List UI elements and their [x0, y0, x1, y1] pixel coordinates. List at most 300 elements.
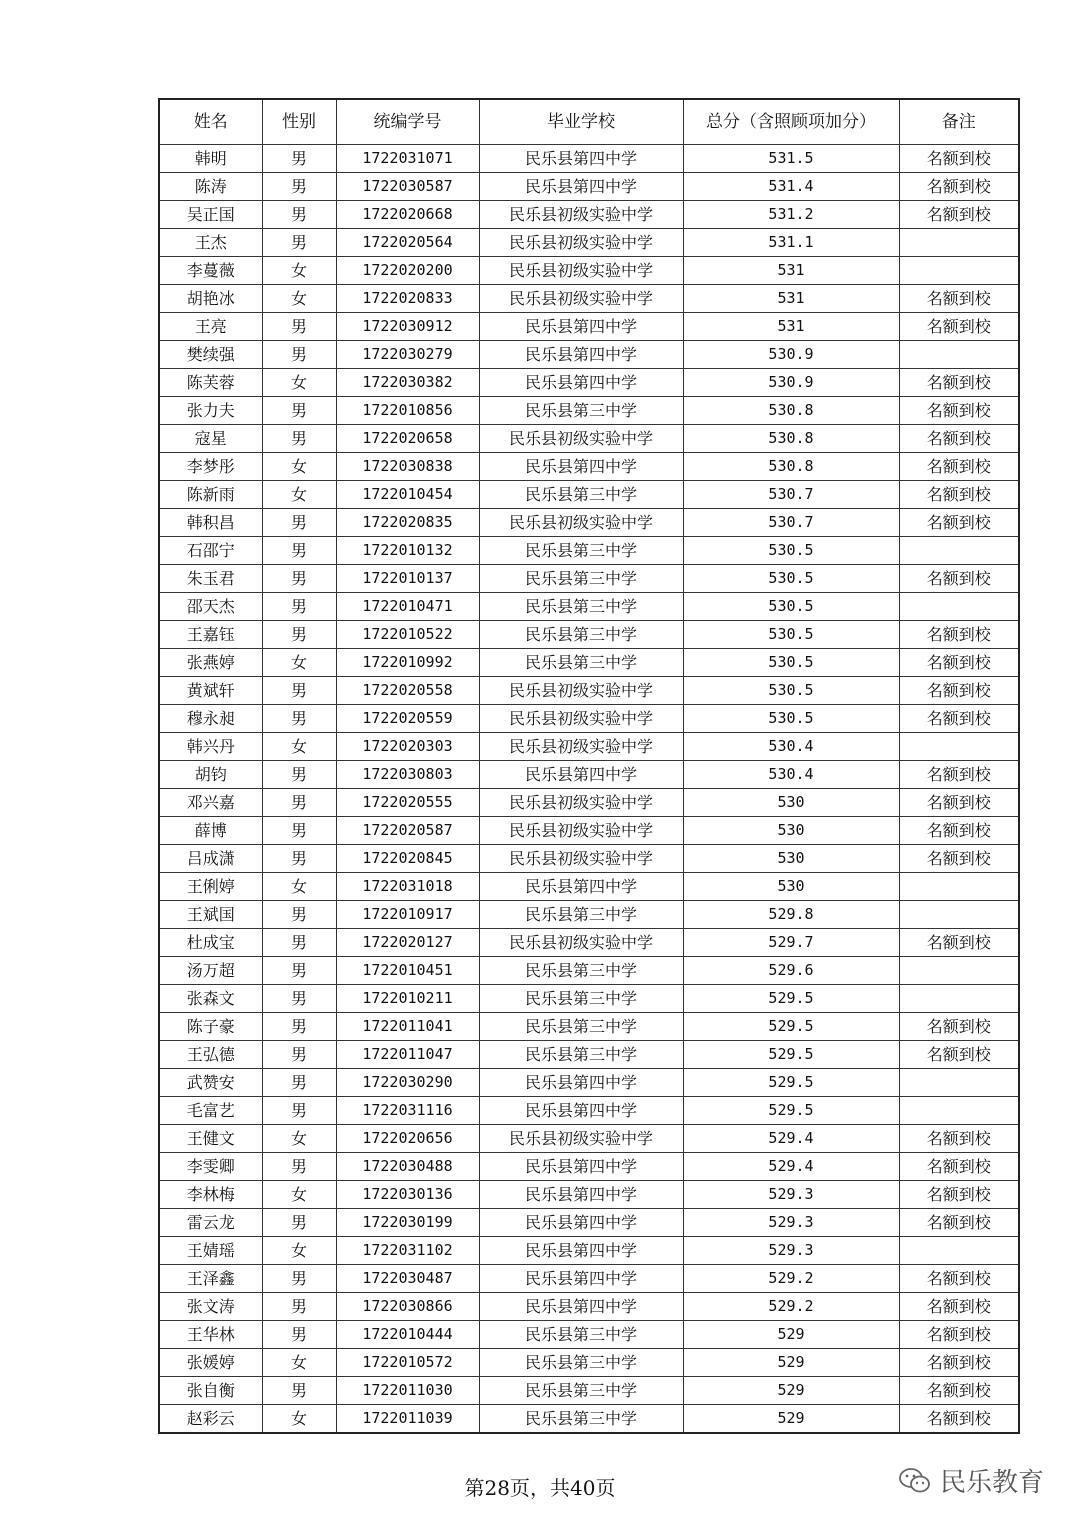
- table-row: [159, 761, 1019, 789]
- remark-cell: 名额到校: [899, 453, 1019, 481]
- remark-cell: [899, 537, 1019, 565]
- school-cell: 民乐县第四中学: [479, 1265, 683, 1293]
- table-row: [159, 1153, 1019, 1181]
- table-row: [159, 173, 1019, 201]
- student-id-cell: 1722020658: [336, 425, 479, 453]
- score-cell: 529.3: [683, 1237, 899, 1265]
- student-id-cell: 1722030912: [336, 313, 479, 341]
- table-row: [159, 1097, 1019, 1125]
- score-cell: 529.5: [683, 1069, 899, 1097]
- student-id-cell: 1722030279: [336, 341, 479, 369]
- score-table: [158, 98, 1020, 1434]
- score-cell: 531.1: [683, 229, 899, 257]
- student-id-cell: 1722030838: [336, 453, 479, 481]
- school-cell: 民乐县初级实验中学: [479, 733, 683, 761]
- table-row: [159, 509, 1019, 537]
- gender-cell: 男: [262, 1013, 336, 1041]
- gender-cell: 女: [262, 1125, 336, 1153]
- name-cell: 王杰: [159, 229, 262, 257]
- student-id-cell: 1722010451: [336, 957, 479, 985]
- gender-cell: 男: [262, 1097, 336, 1125]
- score-cell: 530.5: [683, 705, 899, 733]
- table-row: [159, 733, 1019, 761]
- school-cell: 民乐县第三中学: [479, 1321, 683, 1349]
- name-cell: 张力夫: [159, 397, 262, 425]
- school-cell: 民乐县第四中学: [479, 1153, 683, 1181]
- table-row: [159, 649, 1019, 677]
- name-cell: 王华林: [159, 1321, 262, 1349]
- remark-cell: 名额到校: [899, 677, 1019, 705]
- watermark: [898, 1462, 1044, 1499]
- gender-cell: 男: [262, 985, 336, 1013]
- gender-cell: 男: [262, 901, 336, 929]
- student-id-cell: 1722020668: [336, 201, 479, 229]
- name-cell: 王俐婷: [159, 873, 262, 901]
- student-id-cell: 1722020555: [336, 789, 479, 817]
- gender-cell: 男: [262, 593, 336, 621]
- gender-cell: 女: [262, 481, 336, 509]
- remark-cell: 名额到校: [899, 817, 1019, 845]
- school-cell: 民乐县初级实验中学: [479, 1125, 683, 1153]
- student-id-cell: 1722030587: [336, 173, 479, 201]
- remark-cell: [899, 873, 1019, 901]
- table-row: [159, 453, 1019, 481]
- remark-cell: 名额到校: [899, 1209, 1019, 1237]
- school-cell: 民乐县第三中学: [479, 621, 683, 649]
- school-cell: 民乐县第三中学: [479, 957, 683, 985]
- school-cell: 民乐县初级实验中学: [479, 285, 683, 313]
- header-school: 毕业学校: [479, 99, 683, 145]
- table-row: [159, 705, 1019, 733]
- school-cell: 民乐县第四中学: [479, 369, 683, 397]
- score-cell: 529.4: [683, 1153, 899, 1181]
- table-row: [159, 957, 1019, 985]
- name-cell: 陈子豪: [159, 1013, 262, 1041]
- table-row: [159, 285, 1019, 313]
- student-id-cell: 1722031102: [336, 1237, 479, 1265]
- student-id-cell: 1722031116: [336, 1097, 479, 1125]
- score-cell: 529.5: [683, 1041, 899, 1069]
- gender-cell: 男: [262, 425, 336, 453]
- school-cell: 民乐县第四中学: [479, 1181, 683, 1209]
- gender-cell: 男: [262, 1265, 336, 1293]
- gender-cell: 男: [262, 537, 336, 565]
- student-id-cell: 1722010856: [336, 397, 479, 425]
- table-row: [159, 621, 1019, 649]
- remark-cell: 名额到校: [899, 1041, 1019, 1069]
- score-cell: 530.4: [683, 761, 899, 789]
- name-cell: 雷云龙: [159, 1209, 262, 1237]
- student-id-cell: 1722010444: [336, 1321, 479, 1349]
- student-id-cell: 1722010522: [336, 621, 479, 649]
- table-row: [159, 1181, 1019, 1209]
- gender-cell: 女: [262, 1237, 336, 1265]
- school-cell: 民乐县第三中学: [479, 985, 683, 1013]
- remark-cell: [899, 901, 1019, 929]
- name-cell: 王婧瑶: [159, 1237, 262, 1265]
- school-cell: 民乐县第三中学: [479, 1013, 683, 1041]
- score-cell: 529.3: [683, 1181, 899, 1209]
- school-cell: 民乐县初级实验中学: [479, 229, 683, 257]
- table-row: [159, 1069, 1019, 1097]
- table-row: [159, 1209, 1019, 1237]
- school-cell: 民乐县初级实验中学: [479, 845, 683, 873]
- school-cell: 民乐县第四中学: [479, 145, 683, 173]
- school-cell: 民乐县第四中学: [479, 313, 683, 341]
- remark-cell: 名额到校: [899, 173, 1019, 201]
- student-id-cell: 1722031018: [336, 873, 479, 901]
- remark-cell: [899, 341, 1019, 369]
- score-cell: 529.6: [683, 957, 899, 985]
- student-id-cell: 1722010917: [336, 901, 479, 929]
- school-cell: 民乐县第三中学: [479, 1377, 683, 1405]
- gender-cell: 女: [262, 285, 336, 313]
- score-cell: 529: [683, 1349, 899, 1377]
- gender-cell: 女: [262, 1181, 336, 1209]
- table-row: [159, 1125, 1019, 1153]
- gender-cell: 男: [262, 229, 336, 257]
- table-row: [159, 1237, 1019, 1265]
- student-id-cell: 1722011041: [336, 1013, 479, 1041]
- table-row: [159, 1377, 1019, 1405]
- school-cell: 民乐县第三中学: [479, 1349, 683, 1377]
- score-cell: 531: [683, 285, 899, 313]
- student-id-cell: 1722010454: [336, 481, 479, 509]
- score-cell: 530.5: [683, 593, 899, 621]
- remark-cell: 名额到校: [899, 929, 1019, 957]
- table-row: [159, 593, 1019, 621]
- score-cell: 531: [683, 313, 899, 341]
- name-cell: 陈芙蓉: [159, 369, 262, 397]
- school-cell: 民乐县第四中学: [479, 761, 683, 789]
- student-id-cell: 1722030487: [336, 1265, 479, 1293]
- score-cell: 530.8: [683, 397, 899, 425]
- student-id-cell: 1722030136: [336, 1181, 479, 1209]
- score-cell: 530.8: [683, 425, 899, 453]
- score-cell: 529: [683, 1321, 899, 1349]
- name-cell: 李蔓薇: [159, 257, 262, 285]
- remark-cell: 名额到校: [899, 565, 1019, 593]
- score-cell: 530.5: [683, 537, 899, 565]
- gender-cell: 男: [262, 1041, 336, 1069]
- remark-cell: 名额到校: [899, 1125, 1019, 1153]
- name-cell: 张文涛: [159, 1293, 262, 1321]
- table-row: [159, 425, 1019, 453]
- gender-cell: 女: [262, 733, 336, 761]
- school-cell: 民乐县第三中学: [479, 593, 683, 621]
- school-cell: 民乐县第四中学: [479, 1293, 683, 1321]
- score-cell: 530: [683, 817, 899, 845]
- student-id-cell: 1722020833: [336, 285, 479, 313]
- student-id-cell: 1722030199: [336, 1209, 479, 1237]
- remark-cell: 名额到校: [899, 761, 1019, 789]
- remark-cell: 名额到校: [899, 481, 1019, 509]
- name-cell: 张媛婷: [159, 1349, 262, 1377]
- score-cell: 530.7: [683, 481, 899, 509]
- school-cell: 民乐县第四中学: [479, 1069, 683, 1097]
- table-row: [159, 929, 1019, 957]
- score-cell: 529.5: [683, 985, 899, 1013]
- name-cell: 寇星: [159, 425, 262, 453]
- score-cell: 529.2: [683, 1293, 899, 1321]
- student-id-cell: 1722011039: [336, 1405, 479, 1434]
- table-row: [159, 1293, 1019, 1321]
- student-id-cell: 1722030290: [336, 1069, 479, 1097]
- table-row: [159, 1013, 1019, 1041]
- score-cell: 529.5: [683, 1013, 899, 1041]
- remark-cell: 名额到校: [899, 1265, 1019, 1293]
- remark-cell: [899, 593, 1019, 621]
- name-cell: 邵天杰: [159, 593, 262, 621]
- gender-cell: 男: [262, 201, 336, 229]
- gender-cell: 男: [262, 145, 336, 173]
- school-cell: 民乐县第三中学: [479, 901, 683, 929]
- student-id-cell: 1722030382: [336, 369, 479, 397]
- score-cell: 530.9: [683, 369, 899, 397]
- gender-cell: 女: [262, 649, 336, 677]
- score-cell: 530.5: [683, 649, 899, 677]
- table-row: [159, 901, 1019, 929]
- remark-cell: 名额到校: [899, 1293, 1019, 1321]
- remark-cell: 名额到校: [899, 649, 1019, 677]
- header-student-id: 统编学号: [336, 99, 479, 145]
- name-cell: 黄斌轩: [159, 677, 262, 705]
- student-id-cell: 1722010137: [336, 565, 479, 593]
- student-id-cell: 1722011047: [336, 1041, 479, 1069]
- school-cell: 民乐县初级实验中学: [479, 817, 683, 845]
- name-cell: 赵彩云: [159, 1405, 262, 1434]
- school-cell: 民乐县第四中学: [479, 173, 683, 201]
- gender-cell: 女: [262, 1405, 336, 1434]
- name-cell: 邓兴嘉: [159, 789, 262, 817]
- table-row: [159, 873, 1019, 901]
- remark-cell: 名额到校: [899, 425, 1019, 453]
- score-cell: 530.5: [683, 565, 899, 593]
- table-row: [159, 369, 1019, 397]
- remark-cell: 名额到校: [899, 145, 1019, 173]
- name-cell: 石邵宁: [159, 537, 262, 565]
- score-cell: 530.5: [683, 621, 899, 649]
- name-cell: 李雯卿: [159, 1153, 262, 1181]
- name-cell: 王健文: [159, 1125, 262, 1153]
- remark-cell: 名额到校: [899, 789, 1019, 817]
- name-cell: 朱玉君: [159, 565, 262, 593]
- gender-cell: 男: [262, 1153, 336, 1181]
- school-cell: 民乐县第四中学: [479, 873, 683, 901]
- score-cell: 529.8: [683, 901, 899, 929]
- remark-cell: [899, 985, 1019, 1013]
- remark-cell: [899, 1069, 1019, 1097]
- gender-cell: 男: [262, 705, 336, 733]
- table-row: [159, 1041, 1019, 1069]
- school-cell: 民乐县初级实验中学: [479, 509, 683, 537]
- table-row: [159, 537, 1019, 565]
- name-cell: 胡钧: [159, 761, 262, 789]
- table-row: [159, 397, 1019, 425]
- name-cell: 张森文: [159, 985, 262, 1013]
- student-id-cell: 1722010211: [336, 985, 479, 1013]
- remark-cell: 名额到校: [899, 705, 1019, 733]
- remark-cell: 名额到校: [899, 1405, 1019, 1434]
- name-cell: 穆永昶: [159, 705, 262, 733]
- score-cell: 531.5: [683, 145, 899, 173]
- remark-cell: 名额到校: [899, 369, 1019, 397]
- student-id-cell: 1722030803: [336, 761, 479, 789]
- school-cell: 民乐县初级实验中学: [479, 677, 683, 705]
- student-id-cell: 1722020564: [336, 229, 479, 257]
- gender-cell: 女: [262, 453, 336, 481]
- name-cell: 韩积昌: [159, 509, 262, 537]
- student-id-cell: 1722020200: [336, 257, 479, 285]
- gender-cell: 男: [262, 509, 336, 537]
- remark-cell: 名额到校: [899, 285, 1019, 313]
- school-cell: 民乐县初级实验中学: [479, 257, 683, 285]
- table-row: [159, 201, 1019, 229]
- remark-cell: [899, 1097, 1019, 1125]
- remark-cell: 名额到校: [899, 1181, 1019, 1209]
- name-cell: 毛富艺: [159, 1097, 262, 1125]
- gender-cell: 男: [262, 1209, 336, 1237]
- score-cell: 530.5: [683, 677, 899, 705]
- remark-cell: 名额到校: [899, 1013, 1019, 1041]
- school-cell: 民乐县第三中学: [479, 649, 683, 677]
- table-row: [159, 817, 1019, 845]
- name-cell: 武赞安: [159, 1069, 262, 1097]
- gender-cell: 男: [262, 929, 336, 957]
- remark-cell: 名额到校: [899, 1153, 1019, 1181]
- gender-cell: 男: [262, 341, 336, 369]
- table-row: [159, 341, 1019, 369]
- school-cell: 民乐县初级实验中学: [479, 201, 683, 229]
- gender-cell: 男: [262, 817, 336, 845]
- gender-cell: 男: [262, 677, 336, 705]
- gender-cell: 男: [262, 1069, 336, 1097]
- student-id-cell: 1722011030: [336, 1377, 479, 1405]
- score-cell: 530: [683, 845, 899, 873]
- school-cell: 民乐县第三中学: [479, 565, 683, 593]
- table-header-row: [159, 99, 1019, 145]
- student-id-cell: 1722020656: [336, 1125, 479, 1153]
- score-cell: 530.7: [683, 509, 899, 537]
- score-cell: 529.2: [683, 1265, 899, 1293]
- gender-cell: 女: [262, 1349, 336, 1377]
- remark-cell: 名额到校: [899, 1321, 1019, 1349]
- name-cell: 樊续强: [159, 341, 262, 369]
- table-row: [159, 789, 1019, 817]
- name-cell: 李林梅: [159, 1181, 262, 1209]
- header-name: 姓名: [159, 99, 262, 145]
- table-row: [159, 1349, 1019, 1377]
- name-cell: 吴正国: [159, 201, 262, 229]
- name-cell: 王弘德: [159, 1041, 262, 1069]
- name-cell: 汤万超: [159, 957, 262, 985]
- remark-cell: [899, 257, 1019, 285]
- name-cell: 李梦彤: [159, 453, 262, 481]
- school-cell: 民乐县第四中学: [479, 453, 683, 481]
- score-cell: 529.7: [683, 929, 899, 957]
- table-row: [159, 257, 1019, 285]
- table-body: [159, 145, 1019, 1434]
- name-cell: 薛博: [159, 817, 262, 845]
- student-id-cell: 1722020127: [336, 929, 479, 957]
- header-remark: 备注: [899, 99, 1019, 145]
- student-id-cell: 1722020303: [336, 733, 479, 761]
- remark-cell: [899, 1237, 1019, 1265]
- name-cell: 韩明: [159, 145, 262, 173]
- name-cell: 陈新雨: [159, 481, 262, 509]
- name-cell: 王斌国: [159, 901, 262, 929]
- table-row: [159, 1321, 1019, 1349]
- gender-cell: 男: [262, 1293, 336, 1321]
- score-cell: 529.3: [683, 1209, 899, 1237]
- table-row: [159, 1265, 1019, 1293]
- remark-cell: 名额到校: [899, 1377, 1019, 1405]
- name-cell: 胡艳冰: [159, 285, 262, 313]
- table-row: [159, 677, 1019, 705]
- student-id-cell: 1722031071: [336, 145, 479, 173]
- name-cell: 王泽鑫: [159, 1265, 262, 1293]
- table-row: [159, 313, 1019, 341]
- name-cell: 吕成潇: [159, 845, 262, 873]
- gender-cell: 男: [262, 1321, 336, 1349]
- school-cell: 民乐县第三中学: [479, 1405, 683, 1434]
- name-cell: 韩兴丹: [159, 733, 262, 761]
- name-cell: 王亮: [159, 313, 262, 341]
- remark-cell: 名额到校: [899, 1349, 1019, 1377]
- score-cell: 530: [683, 789, 899, 817]
- remark-cell: 名额到校: [899, 201, 1019, 229]
- table-row: [159, 229, 1019, 257]
- table-row: [159, 565, 1019, 593]
- name-cell: 王嘉钰: [159, 621, 262, 649]
- gender-cell: 男: [262, 397, 336, 425]
- student-id-cell: 1722010572: [336, 1349, 479, 1377]
- score-cell: 529: [683, 1377, 899, 1405]
- student-id-cell: 1722020845: [336, 845, 479, 873]
- name-cell: 张自衡: [159, 1377, 262, 1405]
- school-cell: 民乐县第四中学: [479, 1237, 683, 1265]
- school-cell: 民乐县第四中学: [479, 341, 683, 369]
- remark-cell: 名额到校: [899, 845, 1019, 873]
- score-cell: 531.4: [683, 173, 899, 201]
- gender-cell: 男: [262, 1377, 336, 1405]
- gender-cell: 女: [262, 873, 336, 901]
- gender-cell: 男: [262, 313, 336, 341]
- table-row: [159, 145, 1019, 173]
- student-id-cell: 1722030488: [336, 1153, 479, 1181]
- wechat-icon: [898, 1466, 932, 1496]
- table-row: [159, 845, 1019, 873]
- name-cell: 张燕婷: [159, 649, 262, 677]
- gender-cell: 男: [262, 845, 336, 873]
- remark-cell: [899, 957, 1019, 985]
- school-cell: 民乐县初级实验中学: [479, 705, 683, 733]
- gender-cell: 女: [262, 257, 336, 285]
- student-id-cell: 1722020835: [336, 509, 479, 537]
- score-cell: 529.5: [683, 1097, 899, 1125]
- gender-cell: 男: [262, 565, 336, 593]
- remark-cell: [899, 229, 1019, 257]
- student-id-cell: 1722020559: [336, 705, 479, 733]
- school-cell: 民乐县第四中学: [479, 1209, 683, 1237]
- table-row: [159, 985, 1019, 1013]
- score-cell: 529: [683, 1405, 899, 1434]
- header-gender: 性别: [262, 99, 336, 145]
- school-cell: 民乐县第三中学: [479, 397, 683, 425]
- remark-cell: 名额到校: [899, 397, 1019, 425]
- score-cell: 529.4: [683, 1125, 899, 1153]
- school-cell: 民乐县第三中学: [479, 1041, 683, 1069]
